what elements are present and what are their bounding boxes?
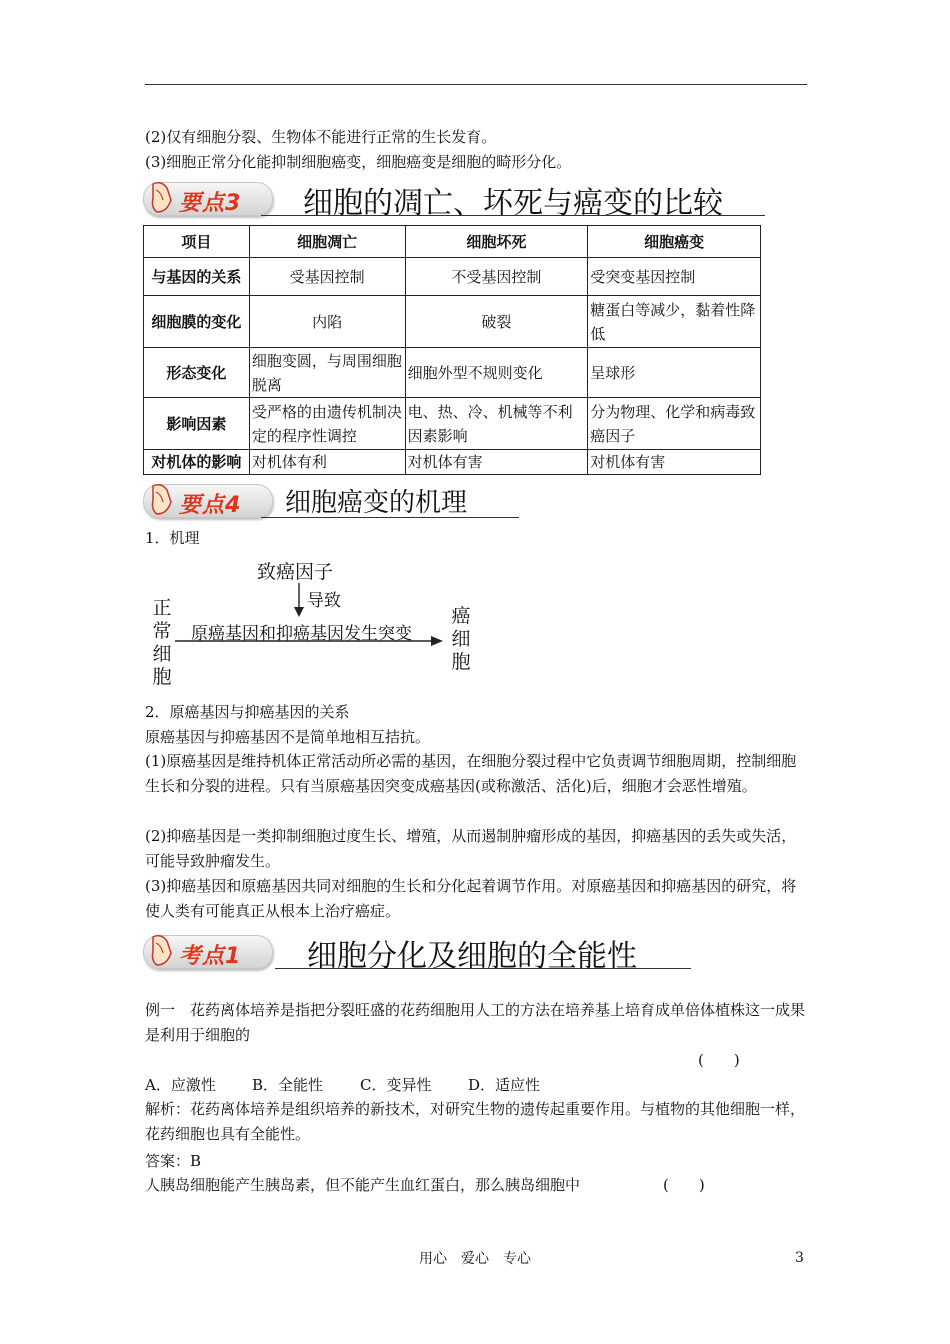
relation-paragraph-1: (1)原癌基因是维持机体正常活动所必需的基因，在细胞分裂过程中它负责调节细胞周期，控制细胞生长和分裂的进程。只有当原癌基因突变成癌基因(或称激活、活化)后，细胞才会恶性增殖。: [145, 752, 797, 795]
table-cell: 呈球形: [588, 348, 761, 398]
table-cell: 分为物理、化学和病毒致癌因子: [588, 398, 761, 450]
mechanism-heading: 1．机理: [145, 529, 200, 547]
table-cell: 受基因控制: [249, 258, 405, 296]
table-header-cell: 项目: [144, 226, 250, 258]
badge-label: 考点1: [179, 944, 242, 969]
row-label: 形态变化: [144, 348, 250, 398]
table-cell: 内陷: [249, 296, 405, 348]
mutation-label: 原癌基因和抑癌基因发生突变: [191, 624, 412, 644]
section-3-header: [143, 176, 765, 220]
table-cell: 对机体有害: [405, 450, 588, 475]
relation-paragraph-3: (3)抑癌基因和原癌基因共同对细胞的生长和分化起着调节作用。对原癌基因和抑癌基因的研究，将使人类有可能真正从根本上治疗癌症。: [145, 877, 797, 920]
table-row: [144, 296, 761, 348]
row-label: 对机体的影响: [144, 450, 250, 475]
pointing-hand-icon: [147, 480, 175, 518]
section-title: 细胞癌变的机理: [285, 488, 468, 518]
cancer-cell-label: [450, 605, 472, 674]
table-cell: 电、热、冷、机械等不利因素影响: [405, 398, 588, 450]
badge-label: 要点3: [179, 191, 242, 216]
normal-cell-label: [151, 597, 173, 689]
section-rule: [275, 968, 691, 969]
pointing-hand-icon: [147, 178, 175, 216]
option-d: D．适应性: [468, 1076, 541, 1094]
section-rule: [261, 517, 519, 518]
mechanism-diagram: [145, 555, 485, 688]
label-char: 胞: [451, 651, 471, 673]
right-arrow-icon: [175, 635, 445, 647]
cause-label: 导致: [307, 591, 341, 611]
label-char: 胞: [152, 666, 172, 688]
table-header-row: [144, 226, 761, 258]
relation-intro: 原癌基因与抑癌基因不是简单地相互拮抗。: [145, 728, 431, 746]
table-header-cell: 细胞癌变: [588, 226, 761, 258]
table-cell: 不受基因控制: [405, 258, 588, 296]
table-cell: 破裂: [405, 296, 588, 348]
table-cell: 细胞变圆，与周围细胞脱离: [249, 348, 405, 398]
carcinogen-label: 致癌因子: [257, 561, 334, 583]
relation-heading: 2．原癌基因与抑癌基因的关系: [145, 703, 350, 721]
option-b: B．全能性: [252, 1076, 324, 1094]
pointing-hand-icon: [147, 931, 175, 969]
table-header-cell: 细胞凋亡: [249, 226, 405, 258]
table-cell: 对机体有害: [588, 450, 761, 475]
label-char: 癌: [451, 605, 471, 627]
row-label: 与基因的关系: [144, 258, 250, 296]
next-answer-blank: ( ): [663, 1176, 705, 1194]
comparison-table: [143, 225, 761, 475]
section-rule: [261, 215, 765, 216]
table-row: [144, 450, 761, 475]
page-number: 3: [795, 1250, 804, 1266]
intro-line-3: (3)细胞正常分化能抑制细胞癌变，细胞癌变是细胞的畸形分化。: [145, 153, 572, 171]
section-title: 细胞分化及细胞的全能性: [307, 939, 637, 974]
label-char: 细: [152, 643, 172, 665]
table-cell: 对机体有利: [249, 450, 405, 475]
table-cell: 受突变基因控制: [588, 258, 761, 296]
down-arrow-icon: [293, 583, 305, 619]
badge-label: 要点4: [179, 493, 242, 518]
next-question: 人胰岛细胞能产生胰岛素，但不能产生血红蛋白，那么胰岛细胞中: [145, 1176, 581, 1194]
table-row: [144, 398, 761, 450]
table-row: [144, 258, 761, 296]
section-title: 细胞的凋亡、坏死与癌变的比较: [303, 186, 723, 221]
label-char: 常: [152, 620, 172, 642]
option-c: C．变异性: [360, 1076, 432, 1094]
analysis-text: 解析：花药离体培养是组织培养的新技术，对研究生物的遗传起重要作用。与植物的其他细胞一样，花药细胞也具有全能性。: [145, 1100, 806, 1143]
header-rule: [145, 84, 807, 85]
page-footer: 用心 爱心 专心: [419, 1251, 531, 1267]
relation-paragraph-2: (2)抑癌基因是一类抑制细胞过度生长、增殖，从而遏制肿瘤形成的基因，抑癌基因的丢失或失活，可能导致肿瘤发生。: [145, 827, 797, 870]
table-cell: 受严格的由遗传机制决定的程序性调控: [249, 398, 405, 450]
answer-blank: ( ): [698, 1051, 740, 1069]
exam-point-1-header: [143, 929, 691, 973]
label-char: 正: [152, 597, 172, 619]
label-char: 细: [451, 628, 471, 650]
row-label: 细胞膜的变化: [144, 296, 250, 348]
section-4-header: [143, 478, 519, 522]
table-cell: 细胞外型不规则变化: [405, 348, 588, 398]
table-cell: 糖蛋白等减少，黏着性降低: [588, 296, 761, 348]
table-row: [144, 348, 761, 398]
row-label: 影响因素: [144, 398, 250, 450]
intro-line-2: (2)仅有细胞分裂、生物体不能进行正常的生长发育。: [145, 128, 497, 146]
answer-text: 答案：B: [145, 1152, 202, 1170]
example-question: 例一 花药离体培养是指把分裂旺盛的花药细胞用人工的方法在培养基上培育成单倍体植株这一成果是利用于细胞的: [145, 1001, 806, 1044]
table-header-cell: 细胞坏死: [405, 226, 588, 258]
option-a: A．应激性: [145, 1076, 216, 1094]
